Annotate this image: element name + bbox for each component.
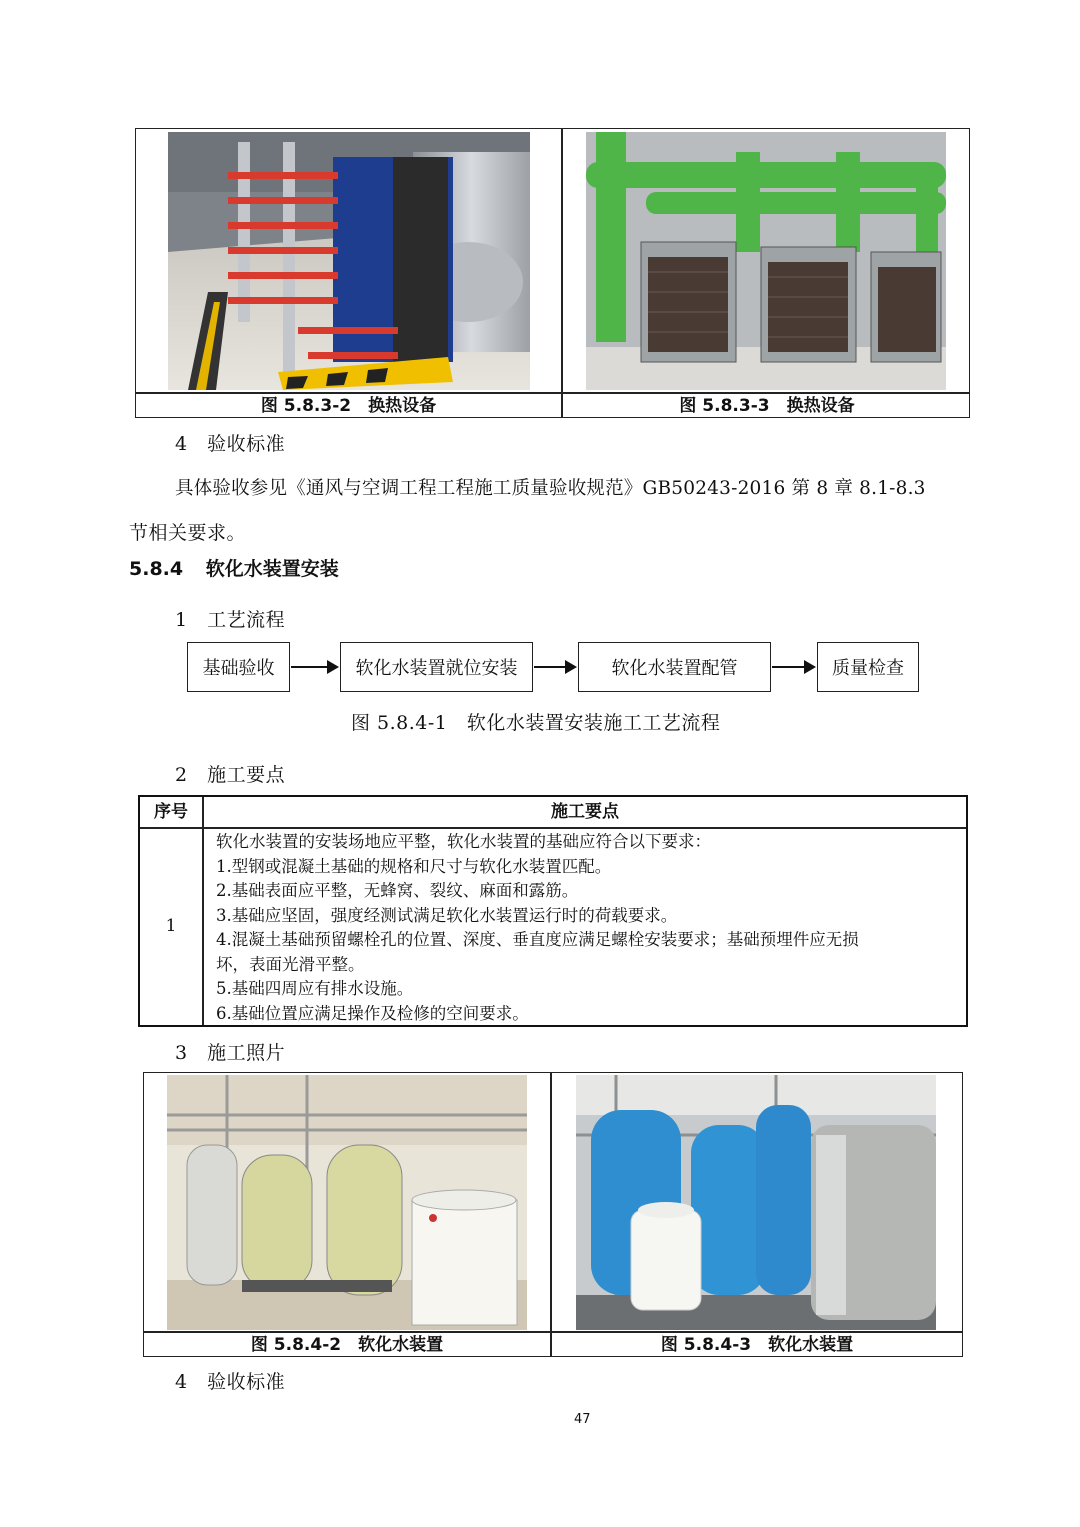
photo-caption-bottom-right: 图 5.8.4-3 软化水装置 bbox=[660, 1335, 854, 1355]
photo-caption-right: 图 5.8.3-3 换热设备 bbox=[679, 396, 855, 416]
keypoints-table bbox=[138, 795, 968, 1027]
col-header-no: 序号 bbox=[154, 802, 188, 822]
flow-arrow-1 bbox=[291, 666, 337, 668]
photos-heading: 3 施工照片 bbox=[175, 1042, 286, 1064]
flow-step-1: 基础验收 bbox=[187, 642, 290, 692]
heat-exchanger-photo-left bbox=[168, 132, 530, 390]
water-softener-photo-left bbox=[167, 1075, 527, 1330]
keypoints-heading: 2 施工要点 bbox=[175, 764, 286, 786]
photo-caption-left: 图 5.8.3-2 换热设备 bbox=[260, 396, 437, 416]
flow-arrow-3 bbox=[772, 666, 814, 668]
acceptance-heading: 4 验收标准 bbox=[175, 433, 286, 455]
page-number: 47 bbox=[574, 1412, 591, 1427]
row-number: 1 bbox=[165, 916, 177, 936]
keypoint-line: 2.基础表面应平整，无蜂窝、裂纹、麻面和露筋。 bbox=[216, 881, 579, 900]
col-header-content: 施工要点 bbox=[551, 802, 619, 822]
acceptance-heading-2: 4 验收标准 bbox=[175, 1371, 286, 1393]
acceptance-body-line1: 具体验收参见《通风与空调工程工程施工质量验收规范》GB50243-2016 第 8 章 8.1-8.3 bbox=[175, 478, 926, 499]
process-heading: 1 工艺流程 bbox=[175, 609, 286, 631]
flow-step-3: 软化水装置配管 bbox=[578, 642, 771, 692]
section-title: 软化水装置安装 bbox=[205, 558, 339, 580]
keypoint-line: 软化水装置的安装场地应平整，软化水装置的基础应符合以下要求： bbox=[216, 832, 711, 851]
process-caption: 图 5.8.4-1 软化水装置安装施工工艺流程 bbox=[351, 712, 721, 734]
photo-table-bottom bbox=[143, 1072, 963, 1357]
acceptance-body-line2: 节相关要求。 bbox=[129, 522, 247, 544]
heat-exchanger-photo-right bbox=[586, 132, 946, 390]
photo-table-top bbox=[135, 128, 970, 418]
keypoint-line: 6.基础位置应满足操作及检修的空间要求。 bbox=[216, 1003, 529, 1023]
flow-step-2: 软化水装置就位安装 bbox=[340, 642, 533, 692]
flow-arrow-2 bbox=[534, 666, 575, 668]
section-heading bbox=[129, 554, 339, 581]
section-number: 5.8.4 bbox=[129, 558, 184, 580]
flow-step-4: 质量检查 bbox=[817, 642, 919, 692]
photo-caption-bottom-left: 图 5.8.4-2 软化水装置 bbox=[250, 1335, 444, 1355]
keypoint-line: 5.基础四周应有排水设施。 bbox=[216, 979, 414, 998]
keypoint-line: 4.混凝土基础预留螺栓孔的位置、深度、垂直度应满足螺栓安装要求；基础预埋件应无损 bbox=[216, 930, 859, 949]
keypoint-line: 坏，表面光滑平整。 bbox=[216, 954, 365, 974]
keypoint-line: 1.型钢或混凝土基础的规格和尺寸与软化水装置匹配。 bbox=[216, 856, 612, 876]
water-softener-photo-right bbox=[576, 1075, 936, 1330]
keypoint-line: 3.基础应坚固，强度经测试满足软化水装置运行时的荷载要求。 bbox=[216, 905, 678, 925]
keypoints-content bbox=[216, 830, 966, 1026]
